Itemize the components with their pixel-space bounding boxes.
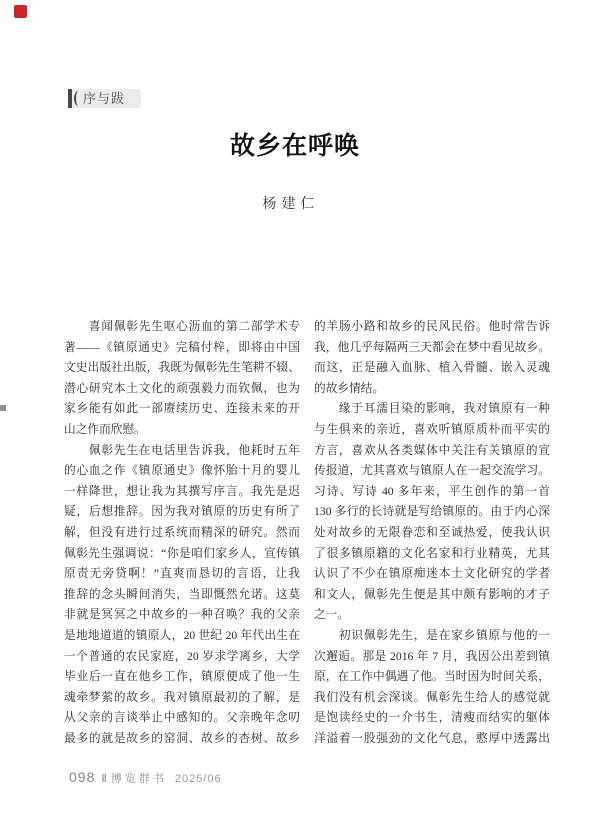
left-edge-mark [0, 405, 6, 411]
footer-separator-icon: ‖ [101, 773, 107, 785]
text-line: 的羊肠小路和故乡的民风民俗。他时常告诉 [314, 320, 550, 333]
author-name: 杨建仁 [262, 197, 320, 212]
text-line: 魂牵梦萦的故乡。我对镇原最初的了解，是 [64, 690, 300, 704]
section-tag-label: 序与跋 [83, 91, 126, 106]
text-line: 我，他几乎每隔两三天都会在梦中看见故乡。 [314, 340, 550, 354]
text-line: 130 多行的长诗就是写给镇原的。由于内心深 [314, 505, 550, 519]
text-line: 喜闻佩彰先生呕心沥血的第二部学术专 [64, 320, 300, 333]
text-line: 一个普通的农民家庭，20 岁求学离乡，大学 [64, 649, 300, 663]
page-footer [69, 769, 222, 787]
text-line: 从父亲的言谈举止中感知的。父亲晚年念叨 [64, 711, 300, 725]
text-line: 最多的就是故乡的窑洞、故乡的杏树、故乡 [64, 731, 300, 745]
author-block [64, 193, 548, 213]
page-number: 098 [69, 769, 96, 785]
text-line: 家乡能有如此一部赓续历史、连接未来的开 [64, 402, 300, 416]
issue-number: 2025/06 [174, 773, 222, 785]
magazine-name: 博览群书 [110, 773, 167, 785]
text-line: 次邂逅。那是 2016 年 7 月，我因公出差到镇 [314, 649, 550, 663]
article-title: 故乡在呼唤 [229, 133, 360, 160]
tag-bracket-icon [74, 91, 80, 106]
text-line: 原，在工作中偶遇了他。当时因为时间关系， [314, 670, 550, 684]
text-line: 的故乡情结。 [314, 381, 385, 395]
text-line: 洋溢着一股强劲的文化气息，憨厚中透露出 [314, 731, 550, 745]
text-line: 疑，后想推辞。因为我对镇原的历史有所了 [64, 505, 300, 519]
article-body [64, 317, 550, 749]
text-line: 文史出版社出版，我既为佩彰先生笔耕不辍、 [64, 361, 300, 375]
text-line: 和文人，佩彰先生便是其中颇有影响的才子 [314, 587, 550, 601]
text-line: 著——《镇原通史》完稿付梓，即将由中国 [64, 340, 300, 354]
text-line: 传报道，尤其喜欢与镇原人在一起交流学习。 [314, 464, 550, 478]
text-line: 解，但没有进行过系统而精深的研究。然而 [64, 525, 300, 539]
text-line: 潜心研究本土文化的顽强毅力而钦佩，也为 [64, 381, 300, 395]
red-bookmark-icon [14, 5, 27, 18]
section-tag [68, 89, 141, 108]
text-line: 推辞的念头瞬间消失，当即慨然允诺。这莫 [64, 587, 300, 601]
text-line: 缘于耳濡目染的影响，我对镇原有一种 [314, 402, 550, 416]
text-line: 佩彰先生在电话里告诉我，他耗时五年 [64, 443, 300, 457]
text-line: 了很多镇原籍的文化名家和行业精英，尤其 [314, 546, 550, 560]
column-left [64, 317, 300, 749]
text-line: 认识了不少在镇原痴迷本土文化研究的学者 [314, 567, 550, 581]
text-line: 原责无旁贷啊！”直爽而恳切的言语，让我 [64, 567, 300, 581]
text-line: 与生俱来的亲近，喜欢听镇原质朴而平实的 [314, 422, 550, 436]
text-line: 我们没有机会深谈。佩彰先生给人的感觉就 [314, 690, 550, 704]
text-line: 而这，正是融入血脉、植入骨髓、嵌入灵魂 [314, 361, 550, 375]
text-line: 毕业后一直在他乡工作，镇原便成了他一生 [64, 670, 300, 684]
text-line: 一样降世，想让我为其撰写序言。我先是迟 [64, 484, 300, 498]
text-line: 初识佩彰先生，是在家乡镇原与他的一 [314, 628, 550, 642]
text-line: 习诗、写诗 40 多年来，平生创作的第一首 [314, 484, 550, 498]
text-line: 之一。 [314, 608, 350, 622]
text-line: 非就是冥冥之中故乡的一种召唤？我的父亲 [64, 608, 300, 622]
text-line: 是地地道道的镇原人，20 世纪 20 年代出生在 [64, 628, 300, 642]
tag-bar-icon [68, 89, 72, 108]
text-line: 佩彰先生强调说：“你是咱们家乡人，宣传镇 [64, 546, 300, 560]
text-line: 是饱读经史的一介书生，清瘦而结实的躯体 [314, 711, 550, 725]
title-block [64, 126, 548, 162]
text-line: 的心血之作《镇原通史》像怀胎十月的婴儿 [64, 464, 300, 478]
text-line: 处对故乡的无限眷恋和至诚热爱，使我认识 [314, 525, 550, 539]
column-right [314, 317, 550, 749]
text-line: 山之作而欣慰。 [64, 422, 146, 436]
text-line: 方言，喜欢从各类媒体中关注有关镇原的宣 [314, 443, 550, 457]
